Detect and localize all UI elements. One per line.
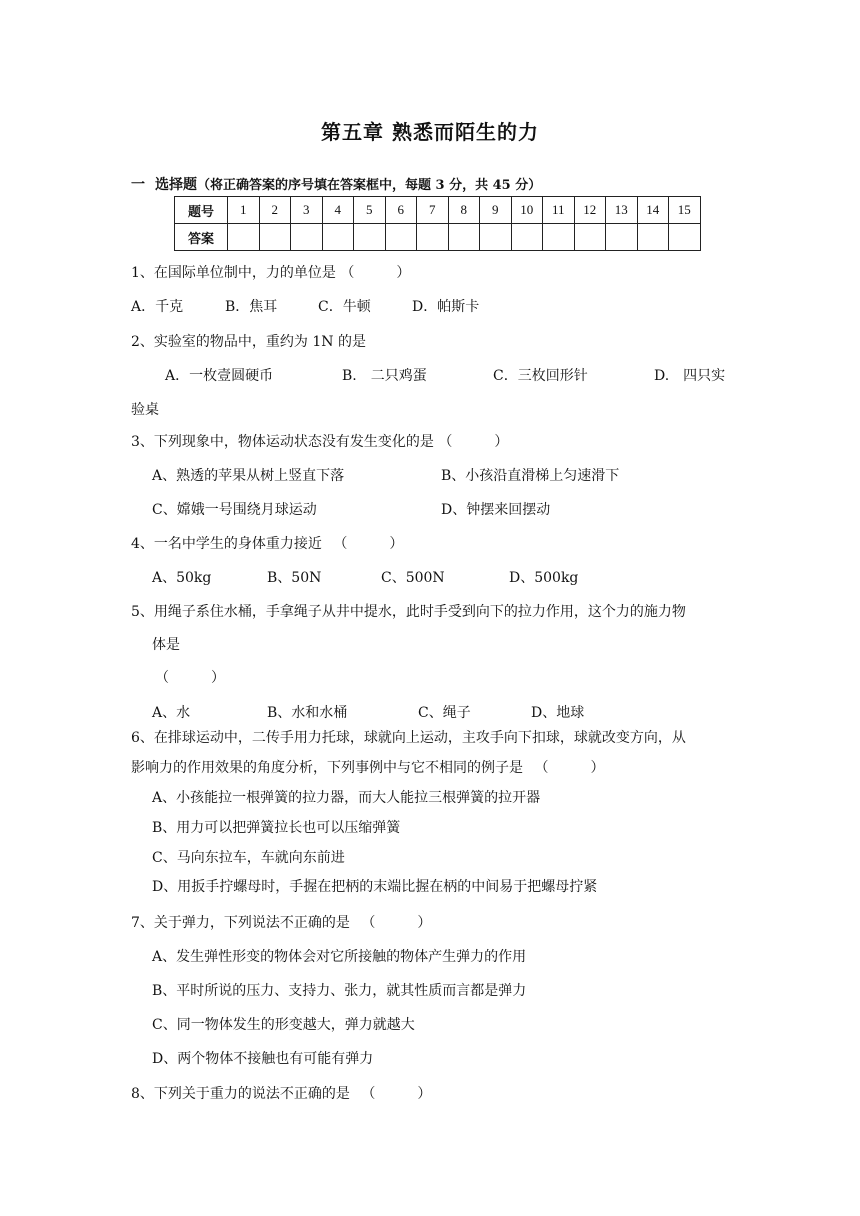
q2-option-a: A．一枚壹圆硬币 bbox=[165, 368, 274, 384]
question-3-stem: 3、下列现象中，物体运动状态没有发生变化的是 （ ） bbox=[131, 434, 509, 450]
question-number-cell: 5 bbox=[354, 197, 386, 224]
q2-option-c: C．三枚回形针 bbox=[493, 368, 588, 384]
section-note: （将正确答案的序号填在答案框中，每题 3 分，共 45 分） bbox=[197, 178, 542, 193]
section-number: 一 bbox=[131, 177, 145, 193]
question-6-stem: 6、在排球运动中，二传手用力托球，球就向上运动，主攻手向下扣球，球就改变方向，从 bbox=[131, 730, 686, 746]
q7-option-b: B、平时所说的压力、支持力、张力，就其性质而言都是弹力 bbox=[152, 983, 527, 999]
question-number-cell: 7 bbox=[417, 197, 449, 224]
question-5-stem: 5、用绳子系住水桶，手拿绳子从井中提水，此时手受到向下的拉力作用，这个力的施力物 bbox=[131, 604, 686, 620]
answer-cell[interactable] bbox=[448, 224, 480, 251]
q5-option-c: C、绳子 bbox=[418, 705, 471, 721]
q3-option-d: D、钟摆来回摆动 bbox=[441, 502, 551, 518]
q5-option-d: D、地球 bbox=[531, 705, 585, 721]
question-number-row bbox=[175, 197, 701, 224]
q4-option-b: B、50N bbox=[267, 570, 322, 586]
question-number-cell: 13 bbox=[606, 197, 638, 224]
question-5-answer-blank: （ ） bbox=[155, 670, 225, 686]
question-number-cell: 10 bbox=[511, 197, 543, 224]
question-1-stem: 1、在国际单位制中，力的单位是 （ ） bbox=[131, 265, 411, 281]
answer-cell[interactable] bbox=[606, 224, 638, 251]
answer-cell[interactable] bbox=[291, 224, 323, 251]
answer-cell[interactable] bbox=[417, 224, 449, 251]
q4-option-c: C、500N bbox=[381, 570, 445, 586]
q1-option-b: B．焦耳 bbox=[225, 299, 278, 315]
section-label: 选择题 bbox=[155, 177, 197, 193]
answer-cell[interactable] bbox=[637, 224, 669, 251]
question-number-cell: 8 bbox=[448, 197, 480, 224]
q6-option-d: D、用扳手拧螺母时，手握在把柄的末端比握在柄的中间易于把螺母拧紧 bbox=[152, 879, 598, 895]
question-number-cell: 2 bbox=[259, 197, 291, 224]
answer-cell[interactable] bbox=[385, 224, 417, 251]
q2-option-d: D. 四只实 bbox=[654, 368, 726, 384]
q1-option-d: D．帕斯卡 bbox=[412, 299, 480, 315]
q1-option-a: A．千克 bbox=[131, 299, 184, 315]
q4-option-a: A、50kg bbox=[152, 570, 212, 586]
q6-option-c: C、马向东拉车，车就向东前进 bbox=[152, 850, 345, 866]
question-number-cell: 12 bbox=[574, 197, 606, 224]
question-6-stem-continued: 影响力的作用效果的角度分析，下列事例中与它不相同的例子是 （ ） bbox=[131, 760, 605, 776]
section-heading bbox=[131, 174, 541, 194]
question-number-cell: 15 bbox=[669, 197, 701, 224]
question-number-cell: 4 bbox=[322, 197, 354, 224]
answer-cell[interactable] bbox=[228, 224, 260, 251]
answer-cell[interactable] bbox=[259, 224, 291, 251]
q2-option-d-continued: 验桌 bbox=[131, 402, 159, 418]
question-5-stem-continued: 体是 bbox=[152, 637, 180, 653]
answer-cell[interactable] bbox=[480, 224, 512, 251]
q6-option-b: B、用力可以把弹簧拉长也可以压缩弹簧 bbox=[152, 820, 401, 836]
q5-option-b: B、水和水桶 bbox=[267, 705, 348, 721]
question-number-cell: 6 bbox=[385, 197, 417, 224]
answer-cell[interactable] bbox=[574, 224, 606, 251]
answer-cell[interactable] bbox=[543, 224, 575, 251]
question-number-cell: 14 bbox=[637, 197, 669, 224]
answer-cell[interactable] bbox=[322, 224, 354, 251]
question-2-stem: 2、实验室的物品中，重约为 1N 的是 bbox=[131, 334, 366, 350]
question-number-cell: 1 bbox=[228, 197, 260, 224]
answer-cell[interactable] bbox=[511, 224, 543, 251]
question-4-stem: 4、一名中学生的身体重力接近 （ ） bbox=[131, 536, 404, 552]
q7-option-c: C、同一物体发生的形变越大，弹力就越大 bbox=[152, 1017, 415, 1033]
row-header-question-number: 题号 bbox=[175, 197, 228, 224]
q2-option-b: B. 二只鸡蛋 bbox=[342, 368, 427, 384]
row-header-answer: 答案 bbox=[175, 224, 228, 251]
answer-cell[interactable] bbox=[354, 224, 386, 251]
q3-option-c: C、嫦娥一号围绕月球运动 bbox=[152, 502, 317, 518]
q7-option-d: D、两个物体不接触也有可能有弹力 bbox=[152, 1051, 374, 1067]
question-8-stem: 8、下列关于重力的说法不正确的是 （ ） bbox=[131, 1086, 432, 1102]
q5-option-a: A、水 bbox=[152, 705, 191, 721]
q7-option-a: A、发生弹性形变的物体会对它所接触的物体产生弹力的作用 bbox=[152, 949, 527, 965]
q1-option-c: C．牛顿 bbox=[318, 299, 371, 315]
q3-option-b: B、小孩沿直滑梯上匀速滑下 bbox=[441, 468, 620, 484]
answer-table bbox=[174, 196, 701, 251]
q4-option-d: D、500kg bbox=[509, 570, 579, 586]
page-title: 第五章 熟悉而陌生的力 bbox=[321, 120, 539, 144]
q6-option-a: A、小孩能拉一根弹簧的拉力器，而大人能拉三根弹簧的拉开器 bbox=[152, 790, 541, 806]
question-7-stem: 7、关于弹力，下列说法不正确的是 （ ） bbox=[131, 915, 432, 931]
question-number-cell: 9 bbox=[480, 197, 512, 224]
q3-option-a: A、熟透的苹果从树上竖直下落 bbox=[152, 468, 345, 484]
answer-cell[interactable] bbox=[669, 224, 701, 251]
question-number-cell: 11 bbox=[543, 197, 575, 224]
question-number-cell: 3 bbox=[291, 197, 323, 224]
answer-row bbox=[175, 224, 701, 251]
